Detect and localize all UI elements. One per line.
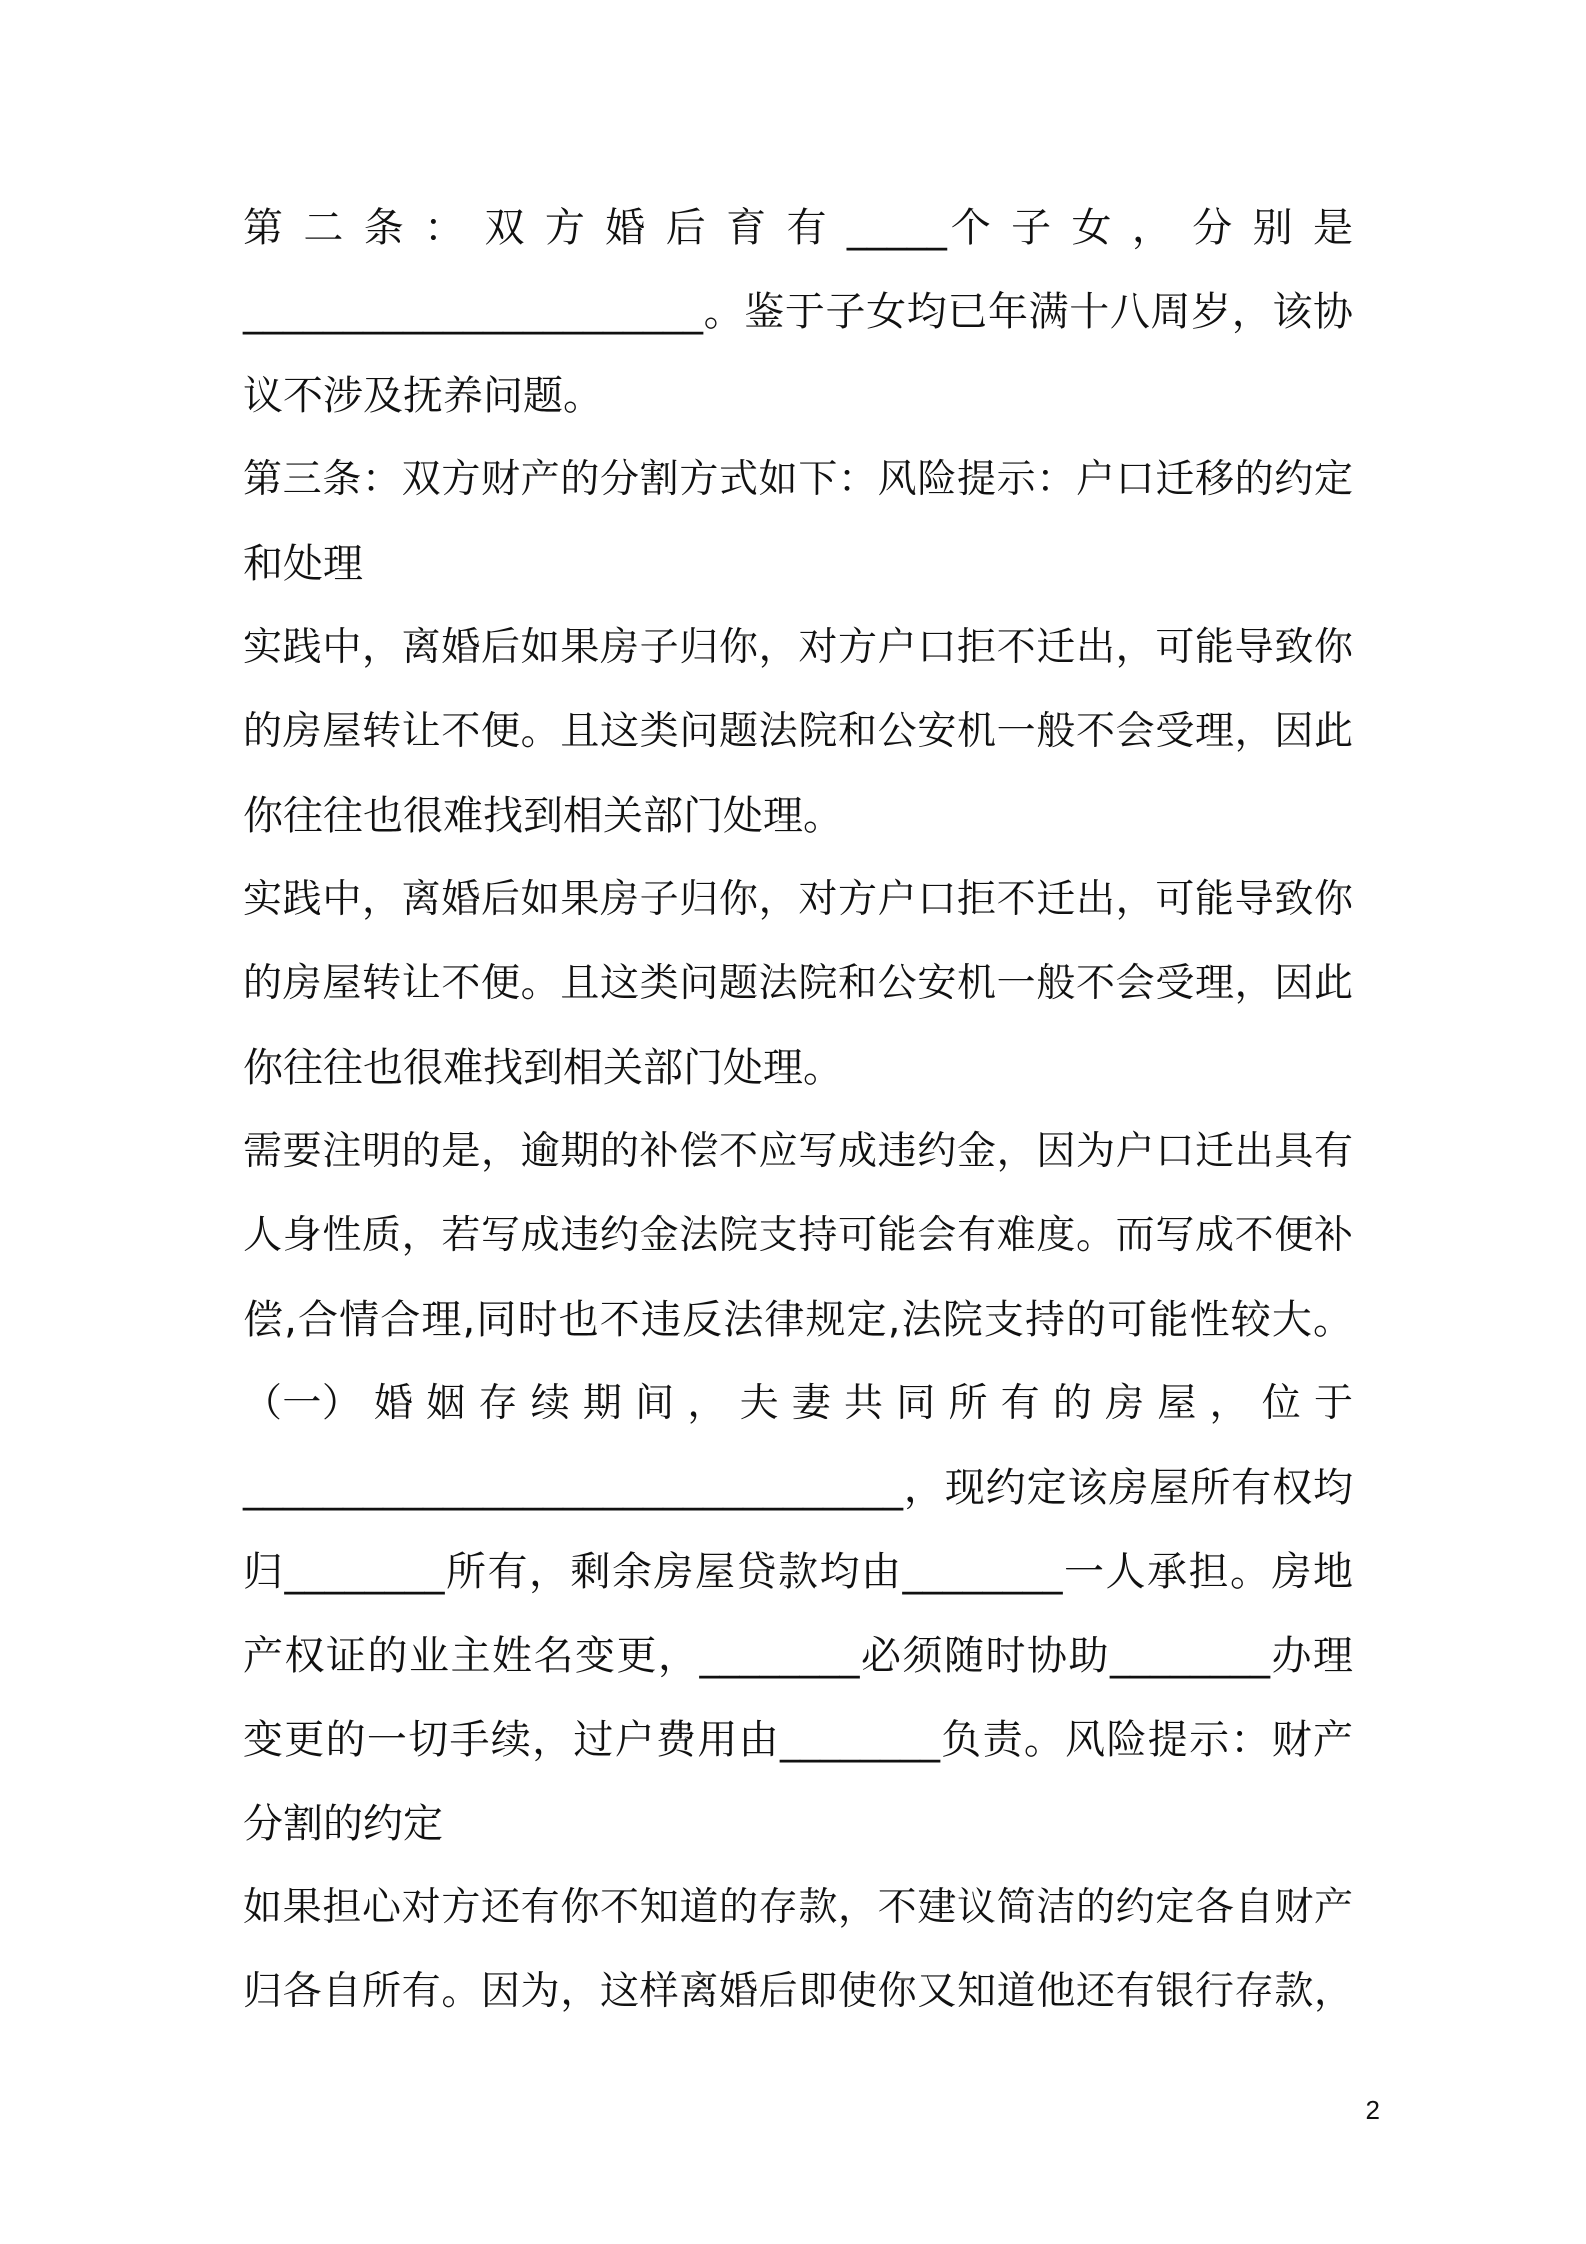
text-line: 需要注明的是，逾期的补偿不应写成违约金，因为户口迁出具有 xyxy=(243,1129,1353,1174)
text-line: 第三条：双方财产的分割方式如下：风险提示：户口迁移的约定 xyxy=(243,457,1353,502)
text-line: 人身性质，若写成违约金法院支持可能会有难度。而写成不便补 xyxy=(243,1213,1353,1258)
text-line: 实践中，离婚后如果房子归你，对方户口拒不迁出，可能导致你 xyxy=(243,625,1353,670)
text-line: 的房屋转让不便。且这类问题法院和公安机一般不会受理，因此 xyxy=(243,709,1353,754)
text-line: _______________________。鉴于子女均已年满十八周岁，该协 xyxy=(243,289,1353,335)
text-line: 如果担心对方还有你不知道的存款，不建议简洁的约定各自财产 xyxy=(243,1885,1353,1930)
text-line: 的房屋转让不便。且这类问题法院和公安机一般不会受理，因此 xyxy=(243,961,1353,1006)
text-line: 归________所有，剩余房屋贷款均由________一人承担。房地 xyxy=(243,1549,1353,1595)
text-line: 归各自所有。因为，这样离婚后即使你又知道他还有银行存款， xyxy=(243,1969,1353,2014)
text-line: 你往往也很难找到相关部门处理。 xyxy=(243,1045,843,1091)
text-line: 实践中，离婚后如果房子归你，对方户口拒不迁出，可能导致你 xyxy=(243,877,1353,922)
text-line: （一） 婚 姻 存 续 期 间 ， 夫 妻 共 同 所 有 的 房 屋 ， 位 于 xyxy=(243,1381,1353,1426)
text-line: _________________________________，现约定该房屋所有权均 xyxy=(243,1465,1353,1511)
text-line: 偿,合情合理,同时也不违反法律规定,法院支持的可能性较大。 xyxy=(243,1297,1353,1343)
text-line: 分割的约定 xyxy=(243,1801,443,1847)
text-line: 你往往也很难找到相关部门处理。 xyxy=(243,793,843,839)
text-line: 变更的一切手续，过户费用由________负责。风险提示：财产 xyxy=(243,1717,1353,1763)
text-line: 和处理 xyxy=(243,541,363,587)
page-number: 2 xyxy=(1365,2095,1380,2125)
text-line: 产权证的业主姓名变更，________必须随时协助________办理 xyxy=(243,1633,1353,1679)
text-line: 议不涉及抚养问题。 xyxy=(243,373,603,419)
text-line: 第 二 条 ： 双 方 婚 后 育 有 _____个 子 女 ， 分 别 是 xyxy=(243,205,1353,251)
